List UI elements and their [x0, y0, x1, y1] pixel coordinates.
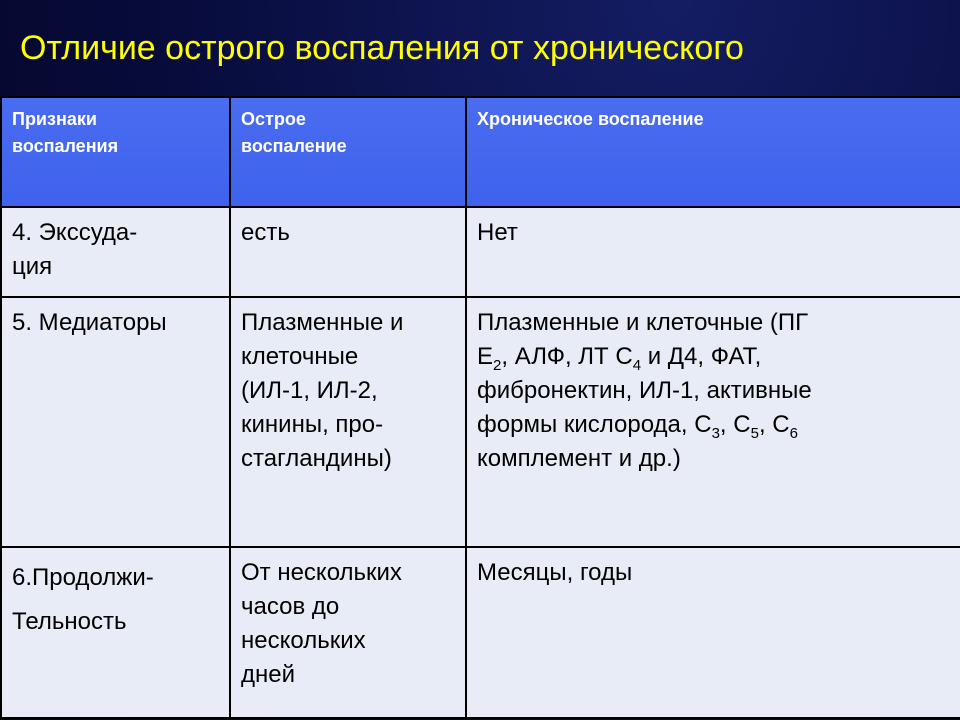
cell-acute-mediators-line-1: Плазменные и: [241, 309, 404, 336]
cell-acute-exudation: [230, 207, 466, 297]
cell-acute-mediators-line-5: стагландины): [241, 445, 392, 472]
cell-acute-mediators: [230, 297, 466, 547]
cell-sign-mediators: [1, 297, 230, 547]
header-acute-line-1: Острое: [241, 109, 306, 129]
cell-chronic-exudation-text: Нет: [477, 219, 518, 246]
cell-acute-mediators-line-4: кинины, про-: [241, 411, 384, 438]
table-row-duration: [1, 547, 960, 718]
cell-acute-duration: [230, 547, 466, 718]
header-signs: [1, 97, 230, 207]
slide-title: Отличие острого воспаления от хронического: [20, 29, 744, 67]
header-acute-line-2: воспаление: [241, 136, 347, 156]
cell-acute-duration-line-3: нескольких: [241, 627, 366, 654]
subscript-4: 4: [632, 357, 642, 374]
header-signs-line-1: Признаки: [12, 109, 97, 129]
cell-acute-mediators-line-3: (ИЛ-1, ИЛ-2,: [241, 377, 378, 404]
comparison-table: [0, 96, 960, 719]
cell-acute-duration-line-1: От нескольких: [241, 559, 402, 586]
line-2-part-c: и Д4, ФАТ,: [641, 343, 762, 370]
cell-sign-exudation-line-1: 4. Экссуда-: [12, 219, 138, 246]
cell-sign-exudation: [1, 207, 230, 297]
cell-sign-duration-line-1: 6.Продолжи-: [12, 564, 154, 591]
line-4-part-a: формы кислорода, С: [477, 411, 712, 438]
header-acute: [230, 97, 466, 207]
line-4-part-c: , С: [758, 411, 790, 438]
cell-chronic-mediators: [466, 297, 960, 547]
cell-acute-exudation-text: есть: [241, 219, 290, 246]
cell-chronic-duration: [466, 547, 960, 718]
cell-chronic-duration-text: Месяцы, годы: [477, 559, 633, 586]
subscript-3: 3: [711, 425, 720, 442]
cell-sign-mediators-text: 5. Медиаторы: [12, 309, 167, 336]
subscript-6: 6: [789, 425, 798, 442]
table-row-exudation: [1, 207, 960, 297]
line-2-part-a: Е: [477, 343, 494, 370]
cell-chronic-mediators-line-4: [477, 408, 951, 442]
table-header-row: [1, 97, 960, 207]
line-2-part-b: , АЛФ, ЛТ С: [501, 343, 633, 370]
cell-chronic-mediators-line-2: [477, 340, 951, 374]
line-4-part-b: , С: [719, 411, 751, 438]
cell-acute-mediators-line-2: клеточные: [241, 343, 359, 370]
cell-sign-duration-line-2: Тельность: [12, 608, 127, 635]
cell-acute-duration-line-4: дней: [241, 661, 296, 688]
subscript-5: 5: [750, 425, 759, 442]
header-chronic: [466, 97, 960, 207]
subscript-2: 2: [493, 357, 502, 374]
cell-chronic-mediators-line-5: комплемент и др.): [477, 445, 681, 472]
cell-acute-duration-line-2: часов до: [241, 593, 340, 620]
cell-sign-exudation-line-2: ция: [12, 253, 53, 280]
header-chronic-line-1: Хроническое воспаление: [477, 109, 704, 129]
cell-chronic-mediators-line-1: Плазменные и клеточные (ПГ: [477, 309, 809, 336]
cell-chronic-mediators-line-3: фибронектин, ИЛ-1, активные: [477, 377, 812, 404]
cell-sign-duration: [1, 547, 230, 718]
header-signs-line-2: воспаления: [12, 136, 119, 156]
table-row-mediators: [1, 297, 960, 547]
cell-chronic-exudation: [466, 207, 960, 297]
